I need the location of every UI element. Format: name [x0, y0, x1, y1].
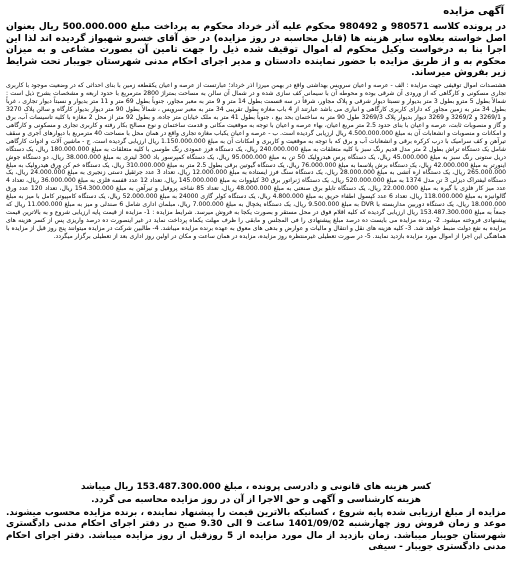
notice-total: کسر هزینه های قانونی و دادرسی پرونده ، مبلغ 153.487.300.000 ریال میباشد	[80, 481, 432, 492]
notice-fees: هزینه کارشناسی و آگهی و حق الاجرا از آن در روز مزایده محاسبه می گردد.	[91, 494, 421, 505]
notice-intro: در پرونده کلاسه 980571 و 980492 محکوم علیه آذر خرداد محکوم به پرداخت مبلغ 500.000.000 ریال بعنوان اصل خواسته بعلاوه سایر هزینه ها (قابل محاسبه در روز مزایده) در حق آقای خسرو شهبواز گردیده اند لذا این اجرا بنا به درخواست وکیل محکوم له اموال توقیف شده ذیل را جهت تامین آن بصورت مشاعی و به میزان محکوم به و از طریق مزایده با حضور نماینده دادستان و مدیر اجرای احکام مدنی شهرستان جویبار تحت شرایط زیر بفروش میرساند.	[6, 21, 506, 79]
notice-body: هشتصدات اموال توقیفی جهت مزایده : الف - عرصه و اعیان سرویس بهداشتی واقع در بهمن میرزا آذر خرداد؛ عبارتست از عرصه و اعیان یکقطعه زمین با بنای احداثی که در وضعیت موجود با کاربری تجاری مسکونی و کارگاهی که از ورودی آن شرقی بوده و محوطه آن با سیمانی کف سازی شده و در شمال آن سالن به مساحت بمتراژ 2800 مترمربع با حدود اربعه و مشخصات بشرح ذیل است : شمالاً بطول 5 مترو بطول 3 متر بدیوار و نسبتا دیوار شرقی و پلاک مجاور، شرقاً در سه قسمت بطول 14 متر و 9 متر به معبر مجاور، جنوباً بطول 69 متر و 11 متر بدیوار و نسبتاً دیوار تجاری ، غرباً بطول 34 متر به زمین مجاور که دارای کاربری کارگاهی و انباری می باشد عبارتند از 4 باب مغازه بطول تقریبی 34 متر به معبر سرویس ، شمالاً بطول 90 متر دیوار بدیوار کارگاه و سالن پلاک 3270 و 3269/1 و 3269/2 و 3269 دیوار بدیوار پلاک 3269/3 طول 90 متر به ساختمان بحد بیع ، جنوباً بطول 41 متر به ملک خیابان متر جاده، و بطول 92 متر از محل 2 مغازه با کلیه تاسیسات آب، برق و گاز و منصوبات ثابت، عرصه و اعیان با بنای حدود 2.5 متر مربع اعیان، بهاء عرصه و اعیان با توجه به موقعیت مکانی و قدمت ساختمان و نوع مصالح بکار رفته و کاربری تجاری و مسکونی و کارگاهی و امکانات و منصوبات و انشعابات آن به مبلغ 4.500.000.000 ریال ارزیابی گردیده است. ب - عرصه و اعیان یکباب مغازه تجاری واقع در همان محل با مساحت 40 مترمربع با دیوارهای آجری و سقف تیرآهن و کف سرامیک با درب کرکره برقی و انشعابات آب و برق که با توجه به موقعیت و کاربری و امکانات آن به مبلغ 1.150.000.000 ریال ارزیابی گردیده است. ج - ماشین آلات و ادوات کارگاهی شامل یک دستگاه تراش بطول 2 متر مدل قدیم رنگ سبز با کلیه متعلقات به مبلغ 240.000.000 ریال، یک دستگاه فرز عمودی رنگ طوسی با کلیه متعلقات به مبلغ 180.000.000 ریال، یک دستگاه دریل ستونی رنگ سبز به مبلغ 45.000.000 ریال، یک دستگاه پرس هیدرولیک 50 تن به مبلغ 95.000.000 ریال، یک دستگاه کمپرسور باد 300 لیتری به مبلغ 38.000.000 ریال، دو دستگاه جوش اینورتر به مبلغ 42.000.000 ریال، یک دستگاه برش پلاسما به مبلغ 76.000.000 ریال، یک دستگاه گیوتین برقی بطول 2.5 متر به مبلغ 310.000.000 ریال، یک دستگاه خم کن ورق هیدرولیک به مبلغ 265.000.000 ریال، یک دستگاه اره آتشی به مبلغ 28.000.000 ریال، یک دستگاه سنگ فرز ایستاده به مبلغ 12.000.000 ریال، تعداد 3 عدد جرثقیل دستی زنجیری به مبلغ 24.000.000 ریال، یک دستگاه لیفتراک دیزلی 3 تن مدل 1374 به مبلغ 520.000.000 ریال، یک دستگاه ژنراتور برق 30 کیلووات به مبلغ 145.000.000 ریال، تعداد 12 عدد قفسه فلزی به مبلغ 36.000.000 ریال، تعداد 4 عدد میز کار فلزی با گیره به مبلغ 22.000.000 ریال، یک دستگاه تابلو برق صنعتی به مبلغ 48.000.000 ریال، تعداد 85 شاخه پروفیل و تیرآهن به مبلغ 154.300.000 ریال، تعداد 120 عدد ورق گالوانیزه به مبلغ 118.000.000 ریال، تعداد 6 عدد کپسول اطفاء حریق به مبلغ 4.800.000 ریال، یک دستگاه کولر گازی 24000 به مبلغ 52.000.000 ریال، یک دستگاه کامپیوتر کامل با میز به مبلغ 18.000.000 ریال، یک دستگاه دوربین مداربسته با DVR به مبلغ 9.500.000 ریال، یک دستگاه یخچال به مبلغ 7.000.000 ریال، مبلمان اداری شامل 6 صندلی و میز به مبلغ 11.000.000 ریال که جمعاً به مبلغ 153.487.300.000 ریال ارزیابی گردیده که کلیه اقلام فوق در محل مستقر و بصورت یکجا به فروش میرسد. شرایط مزایده : 1- مزایده از قیمت پایه ارزیابی شروع و به بالاترین قیمت پیشنهادی فروخته میشود. 2- برنده مزایده می بایست ده درصد مبلغ پیشنهادی را فی المجلس و مابقی را ظرف مهلت یکماه پرداخت نماید در غیر اینصورت ده درصد واریزی پس از کسر هزینه های مزایده به نفع دولت ضبط خواهد شد. 3- کلیه هزینه های نقل و انتقال و مالیات و عوارض و بدهی های معوق به عهده برنده مزایده میباشد. 4- طالبین شرکت در مزایده میتوانند پنج روز قبل از مزایده با هماهنگی این اجرا از اموال مورد مزایده بازدید نمایند. 5- در صورت تعطیلی غیرمنتظره روز مزایده، مزایده در همان ساعت و مکان در اولین روز اداری بعد از تعطیلی برگزار میگردد.	[6, 81, 506, 241]
notice-title: آگهی مزایده	[443, 6, 504, 17]
notice-footer: مزایده از مبلغ ارزیابی شده پایه شروع ، کسانیکه بالاترین قیمت را پیشنهاد نماینده ، برنده مزایده محسوب میشوند. موعد و زمان فروش روز چهارشنبه 1401/09/02 ساعت 9 الی 9.30 صبح در دفتر اجرای احکام مدنی دادگستری شهرستان جویبار میباشد. زمان بازدید از مال مورد مزایده از 5 روزقبل از روز مزایده میباشد. دفتر اجرای احکام مدنی دادگستری جویبار - سیفی	[6, 507, 506, 553]
